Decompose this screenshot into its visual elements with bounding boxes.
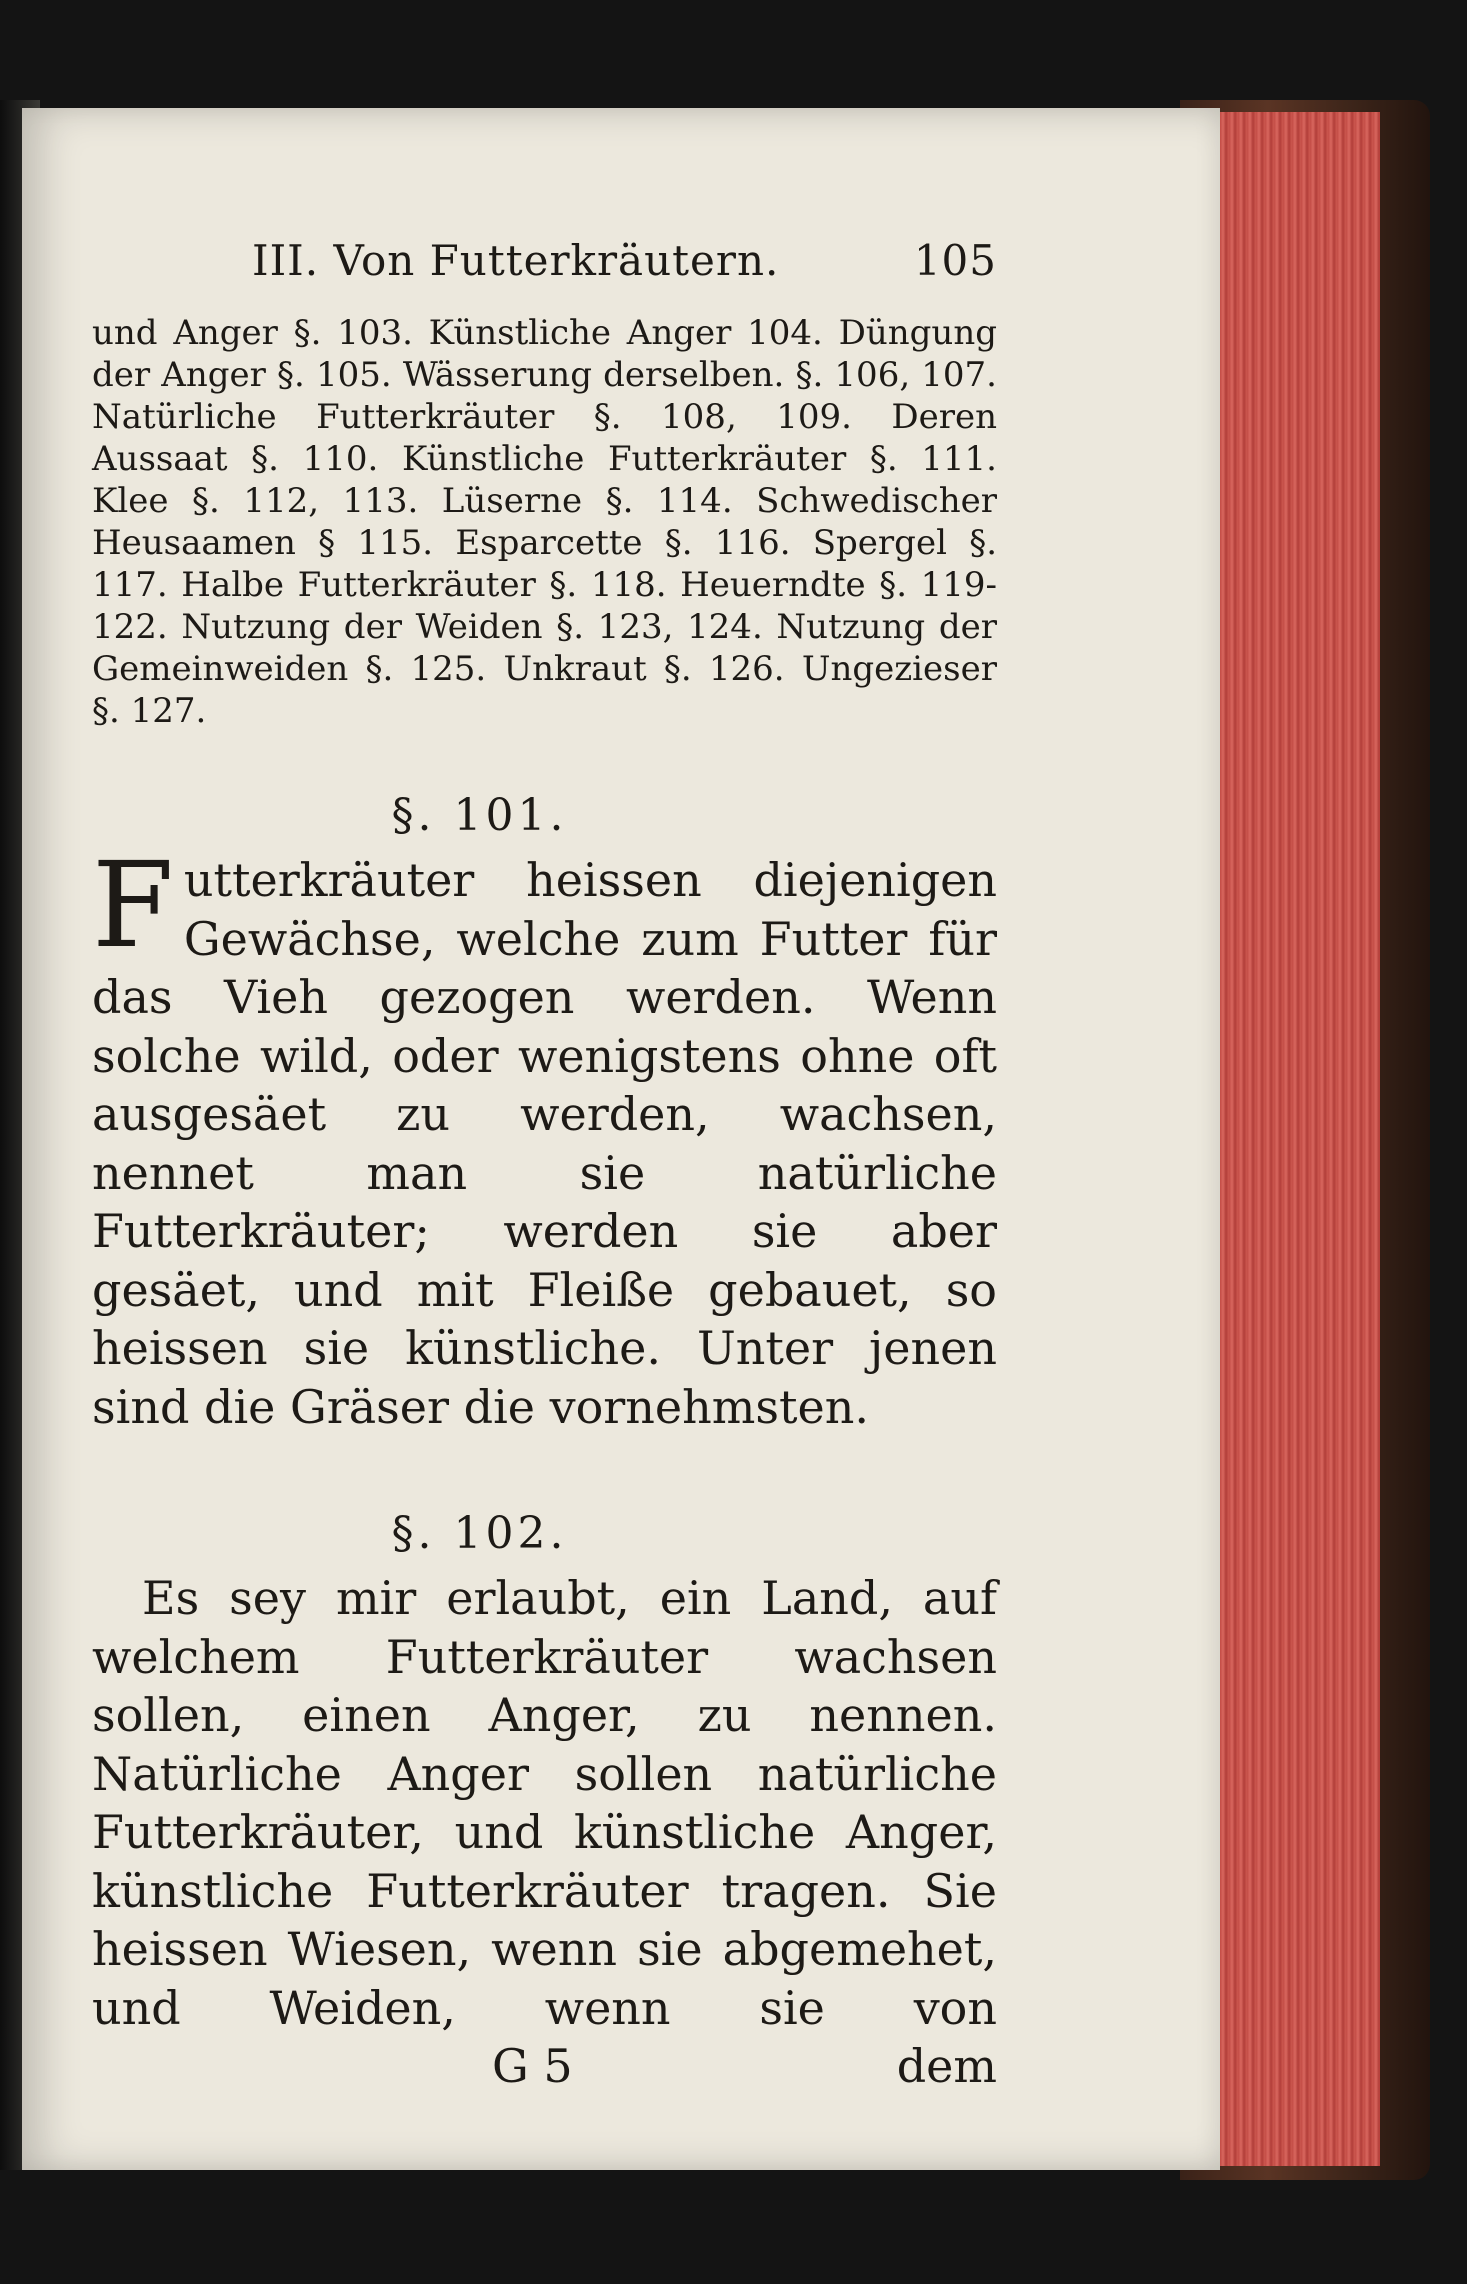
red-page-edges [1200,112,1380,2166]
section-heading-102: §. 102. [391,1508,568,1559]
page-number: 105 [913,236,997,285]
drop-initial: F [92,836,174,974]
text-block [92,218,997,2099]
section-102-paragraph: Es sey mir erlaubt, ein Land, auf welchem Futterkräuter wachsen sollen, einen Anger, zu nennen. Natürliche Anger sollen natürliche Futterkräuter, und künstliche Anger, künstliche Futterkräuter tragen. Sie heissen Wiesen, wenn sie abgemehet, und Weiden, wenn sie von [92,1571,997,2035]
book-page [22,108,1220,2170]
catchword: dem [896,2039,997,2093]
section-101-paragraph [92,836,997,1436]
section-101-text: utterkräuter heissen diejenigen Gewächse, welche zum Futter für das Vieh gezogen werden. Wenn solche wild, oder wenigstens ohne oft ausgesäet zu werden, wachsen, nennet man sie natürliche Futterkräuter; werden sie aber gesäet, und mit Fleiße gebauet, so heissen sie künstliche. Unter jenen sind die Gräser die vornehmsten. [92,853,997,1434]
section-heading-101: §. 101. [391,790,568,841]
page-footer [92,2039,997,2099]
chapter-summary: und Anger §. 103. Künstliche Anger 104. Düngung der Anger §. 105. Wässerung derselben. §. 106, 107. Natürliche Futterkräuter §. 108, 109. Deren Aussaat §. 110. Künstliche Futterkräuter §. 111. Klee §. 112, 113. Lüserne §. 114. Schwedischer Heusaamen § 115. Esparcette §. 116. Spergel §. 117. Halbe Futterkräuter §. 118. Heuerndte §. 119-122. Nutzung der Weiden §. 123, 124. Nutzung der Gemeinweiden §. 125. Unkraut §. 126. Ungezieser §. 127. [92,313,997,731]
chapter-title: III. Von Futterkräutern. [252,236,780,285]
running-head [92,218,997,298]
signature-mark: G 5 [492,2039,573,2093]
